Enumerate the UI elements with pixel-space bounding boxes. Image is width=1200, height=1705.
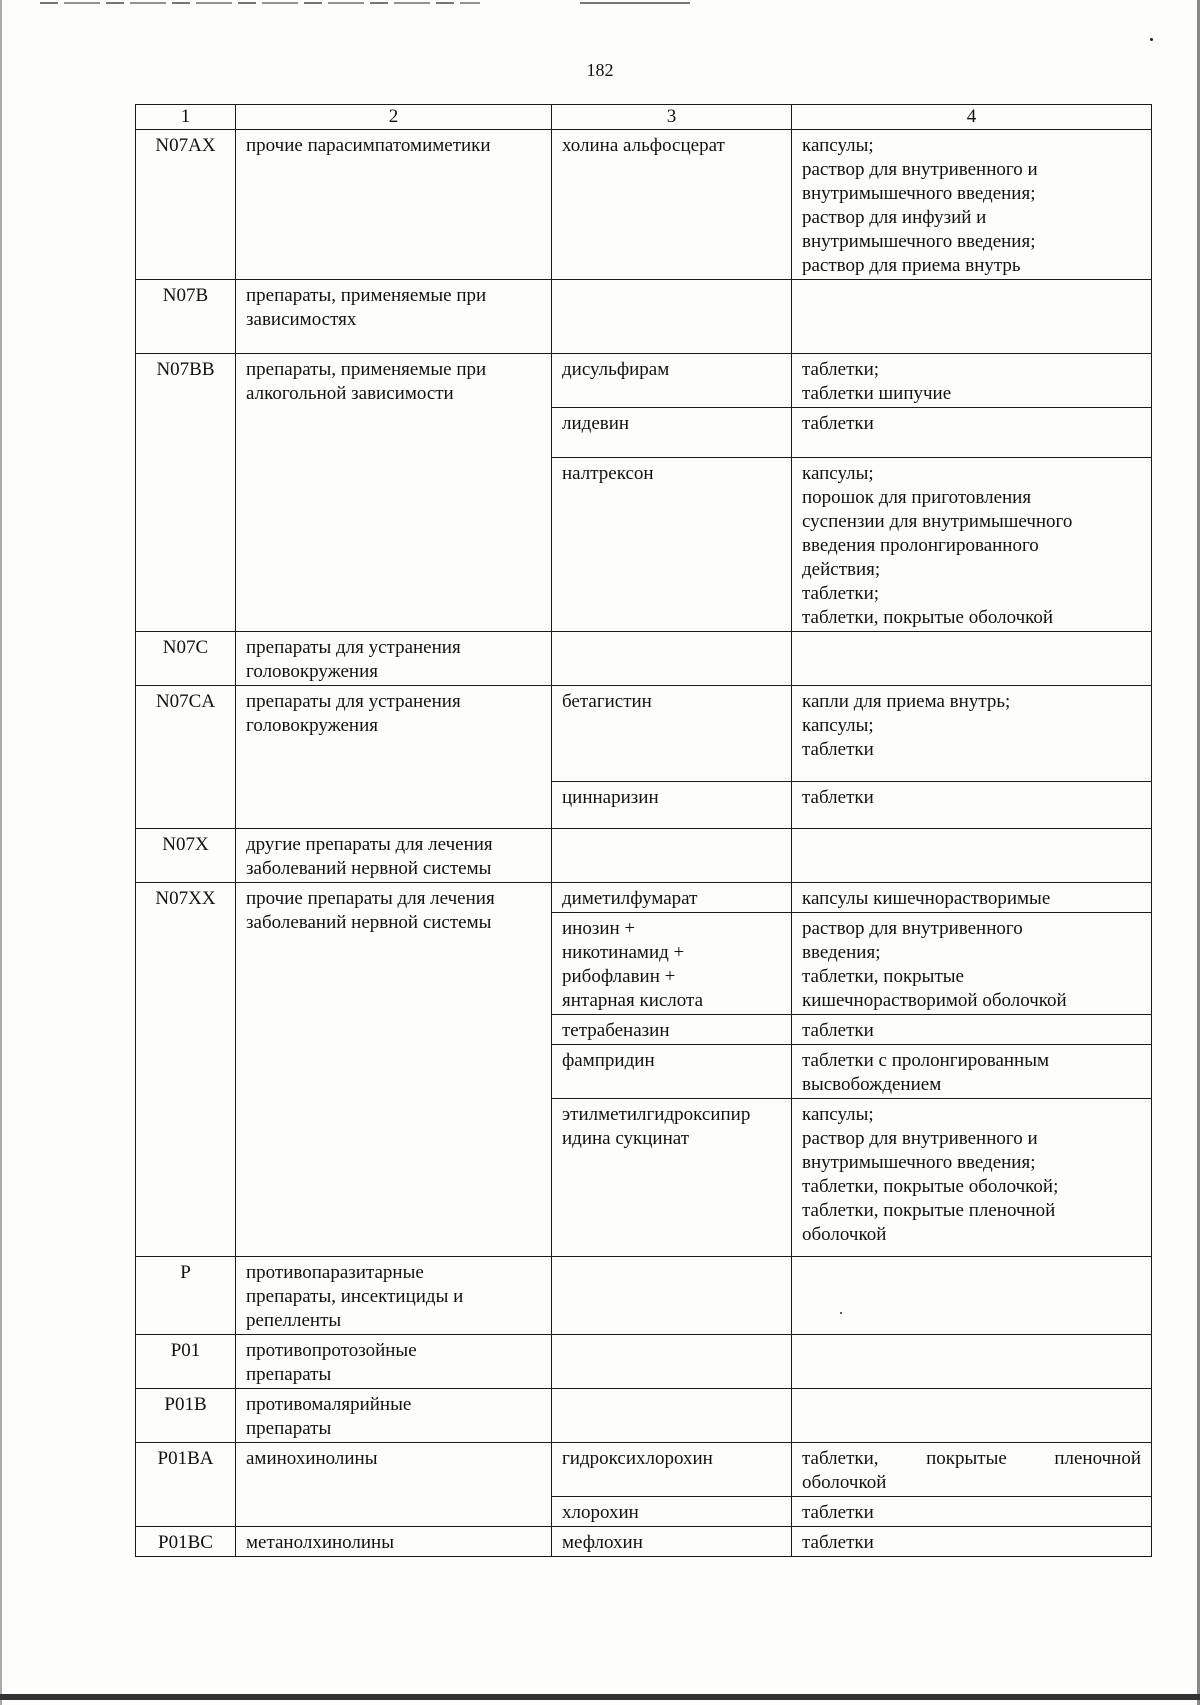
dosage-forms-line: таблетки с пролонгированным	[802, 1050, 1050, 1071]
drug-name	[552, 883, 792, 913]
group-name-line: противопротозойные	[246, 1340, 417, 1361]
dosage-forms-line: раствор для инфузий и	[802, 207, 987, 228]
dosage-forms-line: таблетки;	[802, 359, 880, 380]
group-name-line: заболеваний нервной системы	[246, 858, 492, 879]
drug-name-line: циннаризин	[562, 787, 659, 808]
dosage-forms	[792, 1015, 1152, 1045]
dosage-forms-line: действия;	[802, 559, 881, 580]
group-name-line: прочие препараты для лечения	[246, 888, 495, 909]
group-name-line: прочие парасимпатомиметики	[246, 135, 491, 156]
atc-code: P01BC	[136, 1527, 236, 1557]
drug-name	[552, 1099, 792, 1257]
dosage-forms	[792, 1443, 1152, 1497]
drug-name	[552, 408, 792, 458]
group-name-line: другие препараты для лечения	[246, 834, 493, 855]
table-row	[136, 883, 1152, 913]
dosage-forms	[792, 883, 1152, 913]
group-name	[236, 1335, 552, 1389]
drug-name-line: инозин +	[562, 918, 636, 939]
drug-name	[552, 1015, 792, 1045]
atc-code: N07AX	[136, 130, 236, 280]
dosage-forms	[792, 408, 1152, 458]
dosage-forms-line: высвобождением	[802, 1074, 942, 1095]
table-row	[136, 1335, 1152, 1389]
table-row	[136, 1443, 1152, 1497]
dosage-forms	[792, 1257, 1152, 1335]
drug-name	[552, 632, 792, 686]
drug-name	[552, 686, 792, 782]
drug-name-line: дисульфирам	[562, 359, 670, 380]
page-number: 182	[586, 60, 614, 80]
dosage-forms-line: внутримышечного введения;	[802, 183, 1036, 204]
drug-name-line: фампридин	[562, 1050, 655, 1071]
dosage-forms	[792, 686, 1152, 782]
dosage-forms-line: капсулы;	[802, 715, 874, 736]
dosage-forms-line: капсулы кишечнорастворимые	[802, 888, 1051, 909]
drug-name-line: идина сукцинат	[562, 1128, 690, 1149]
dosage-forms-line: кишечнорастворимой оболочкой	[802, 990, 1067, 1011]
group-name-line: головокружения	[246, 661, 379, 682]
atc-code: P	[136, 1257, 236, 1335]
dosage-forms-line: оболочкой	[802, 1472, 887, 1493]
group-name	[236, 686, 552, 829]
dosage-forms	[792, 458, 1152, 632]
atc-code: P01BA	[136, 1443, 236, 1527]
dosage-forms-line: таблетки;	[802, 583, 880, 604]
dosage-forms	[792, 829, 1152, 883]
scan-edge-artifact	[0, 1694, 1200, 1700]
dosage-forms-line: раствор для приема внутрь	[802, 255, 1021, 276]
table-row	[136, 354, 1152, 408]
column-header: 4	[792, 105, 1152, 130]
drug-name	[552, 782, 792, 829]
dosage-forms-line: капсулы;	[802, 135, 874, 156]
dosage-forms-line: капсулы;	[802, 463, 874, 484]
group-name-line: препараты	[246, 1418, 332, 1439]
header-row	[136, 105, 1152, 130]
drug-name-line: никотинамид +	[562, 942, 685, 963]
group-name	[236, 354, 552, 632]
dosage-forms	[792, 1335, 1152, 1389]
column-header: 2	[236, 105, 552, 130]
dosage-forms-line: таблетки	[802, 413, 874, 434]
group-name	[236, 1527, 552, 1557]
drug-name-line: рибофлавин +	[562, 966, 676, 987]
drug-name-line: налтрексон	[562, 463, 654, 484]
group-name	[236, 632, 552, 686]
dosage-forms	[792, 280, 1152, 354]
atc-code: N07C	[136, 632, 236, 686]
group-name	[236, 280, 552, 354]
drug-name	[552, 280, 792, 354]
group-name-line: противомалярийные	[246, 1394, 412, 1415]
table-row	[136, 1389, 1152, 1443]
group-name-line: репелленты	[246, 1310, 342, 1331]
atc-code: N07XX	[136, 883, 236, 1257]
group-name	[236, 829, 552, 883]
table-row	[136, 632, 1152, 686]
dosage-forms	[792, 913, 1152, 1015]
dosage-forms-line: таблетки шипучие	[802, 383, 952, 404]
drug-name	[552, 1389, 792, 1443]
dosage-forms	[792, 782, 1152, 829]
scan-speck	[1150, 38, 1153, 41]
group-name-line: метанолхинолины	[246, 1532, 394, 1553]
dosage-forms-line: таблетки	[802, 1532, 874, 1553]
dosage-forms-line: таблетки, покрытые пленочной	[802, 1200, 1056, 1221]
dosage-forms-line: раствор для внутривенного и	[802, 159, 1038, 180]
atc-code: N07B	[136, 280, 236, 354]
dosage-forms	[792, 632, 1152, 686]
dosage-forms-line: раствор для внутривенного и	[802, 1128, 1038, 1149]
dosage-forms-line: капсулы;	[802, 1104, 874, 1125]
group-name-line: препараты для устранения	[246, 637, 461, 658]
group-name-line: зависимостях	[246, 309, 357, 330]
dosage-forms	[792, 1527, 1152, 1557]
table-row	[136, 686, 1152, 782]
dosage-forms-line: введения;	[802, 942, 881, 963]
dosage-forms-line: введения пролонгированного	[802, 535, 1039, 556]
drug-name	[552, 829, 792, 883]
atc-code: N07CA	[136, 686, 236, 829]
scan-edge-artifact	[0, 0, 2, 1705]
table-row	[136, 280, 1152, 354]
dosage-forms-line: таблетки, покрытые	[802, 966, 964, 987]
dosage-forms	[792, 130, 1152, 280]
group-name-line: препараты, инсектициды и	[246, 1286, 464, 1307]
group-name-line: препараты, применяемые при	[246, 285, 487, 306]
dosage-forms-line: суспензии для внутримышечного	[802, 511, 1073, 532]
drug-name-line: лидевин	[562, 413, 630, 434]
dosage-forms-line: капли для приема внутрь;	[802, 691, 1011, 712]
dosage-forms	[792, 354, 1152, 408]
drug-name	[552, 1045, 792, 1099]
group-name	[236, 130, 552, 280]
atc-code: N07X	[136, 829, 236, 883]
drug-name	[552, 1497, 792, 1527]
dosage-forms-line: внутримышечного введения;	[802, 231, 1036, 252]
dosage-forms	[792, 1045, 1152, 1099]
drug-name-line: этилметилгидроксипир	[562, 1104, 751, 1125]
drug-name	[552, 1443, 792, 1497]
dosage-forms-line: таблетки, покрытые оболочкой	[802, 607, 1054, 628]
atc-code: N07BB	[136, 354, 236, 632]
dosage-forms-line: раствор для внутривенного	[802, 918, 1023, 939]
group-name-line: препараты для устранения	[246, 691, 461, 712]
dosage-forms	[792, 1497, 1152, 1527]
group-name-line: препараты, применяемые при	[246, 359, 487, 380]
group-name-line: головокружения	[246, 715, 379, 736]
group-name-line: противопаразитарные	[246, 1262, 424, 1283]
dosage-forms-line: таблетки	[802, 1502, 874, 1523]
group-name	[236, 1443, 552, 1527]
group-name-line: препараты	[246, 1364, 332, 1385]
group-name	[236, 883, 552, 1257]
dosage-forms-line: таблетки	[802, 739, 874, 760]
atc-code: P01B	[136, 1389, 236, 1443]
drug-name	[552, 458, 792, 632]
drug-name-line: диметилфумарат	[562, 888, 698, 909]
dosage-forms-line: таблетки	[802, 1020, 874, 1041]
drug-name-line: холина альфосцерат	[562, 135, 725, 156]
dosage-forms-line: порошок для приготовления	[802, 487, 1032, 508]
table-row	[136, 130, 1152, 280]
table-row	[136, 1257, 1152, 1335]
drug-name	[552, 1335, 792, 1389]
group-name-line: алкогольной зависимости	[246, 383, 454, 404]
group-name	[236, 1257, 552, 1335]
column-header: 3	[552, 105, 792, 130]
dosage-forms-line: внутримышечного введения;	[802, 1152, 1036, 1173]
scan-edge-artifact	[580, 2, 690, 4]
group-name-line: заболеваний нервной системы	[246, 912, 492, 933]
dosage-forms-line: таблетки	[802, 787, 874, 808]
table-row	[136, 1527, 1152, 1557]
drug-name-line: хлорохин	[562, 1502, 639, 1523]
table-row	[136, 829, 1152, 883]
dosage-forms-line: таблетки, покрытые оболочкой;	[802, 1176, 1059, 1197]
dosage-forms	[792, 1389, 1152, 1443]
medication-table	[135, 104, 1152, 1557]
drug-name-line: янтарная кислота	[562, 990, 703, 1011]
drug-name	[552, 913, 792, 1015]
drug-name-line: гидроксихлорохин	[562, 1448, 713, 1469]
drug-name	[552, 1527, 792, 1557]
atc-code: P01	[136, 1335, 236, 1389]
scan-edge-artifact	[40, 2, 480, 4]
drug-name-line: бетагистин	[562, 691, 652, 712]
drug-name	[552, 130, 792, 280]
group-name-line: аминохинолины	[246, 1448, 378, 1469]
group-name	[236, 1389, 552, 1443]
dosage-forms	[792, 1099, 1152, 1257]
dosage-forms-line: таблетки, покрытые пленочной	[802, 1448, 1141, 1469]
drug-name-line: мефлохин	[562, 1532, 643, 1553]
drug-name	[552, 354, 792, 408]
drug-name-line: тетрабеназин	[562, 1020, 670, 1041]
column-header: 1	[136, 105, 236, 130]
drug-name	[552, 1257, 792, 1335]
dosage-forms-line: оболочкой	[802, 1224, 887, 1245]
